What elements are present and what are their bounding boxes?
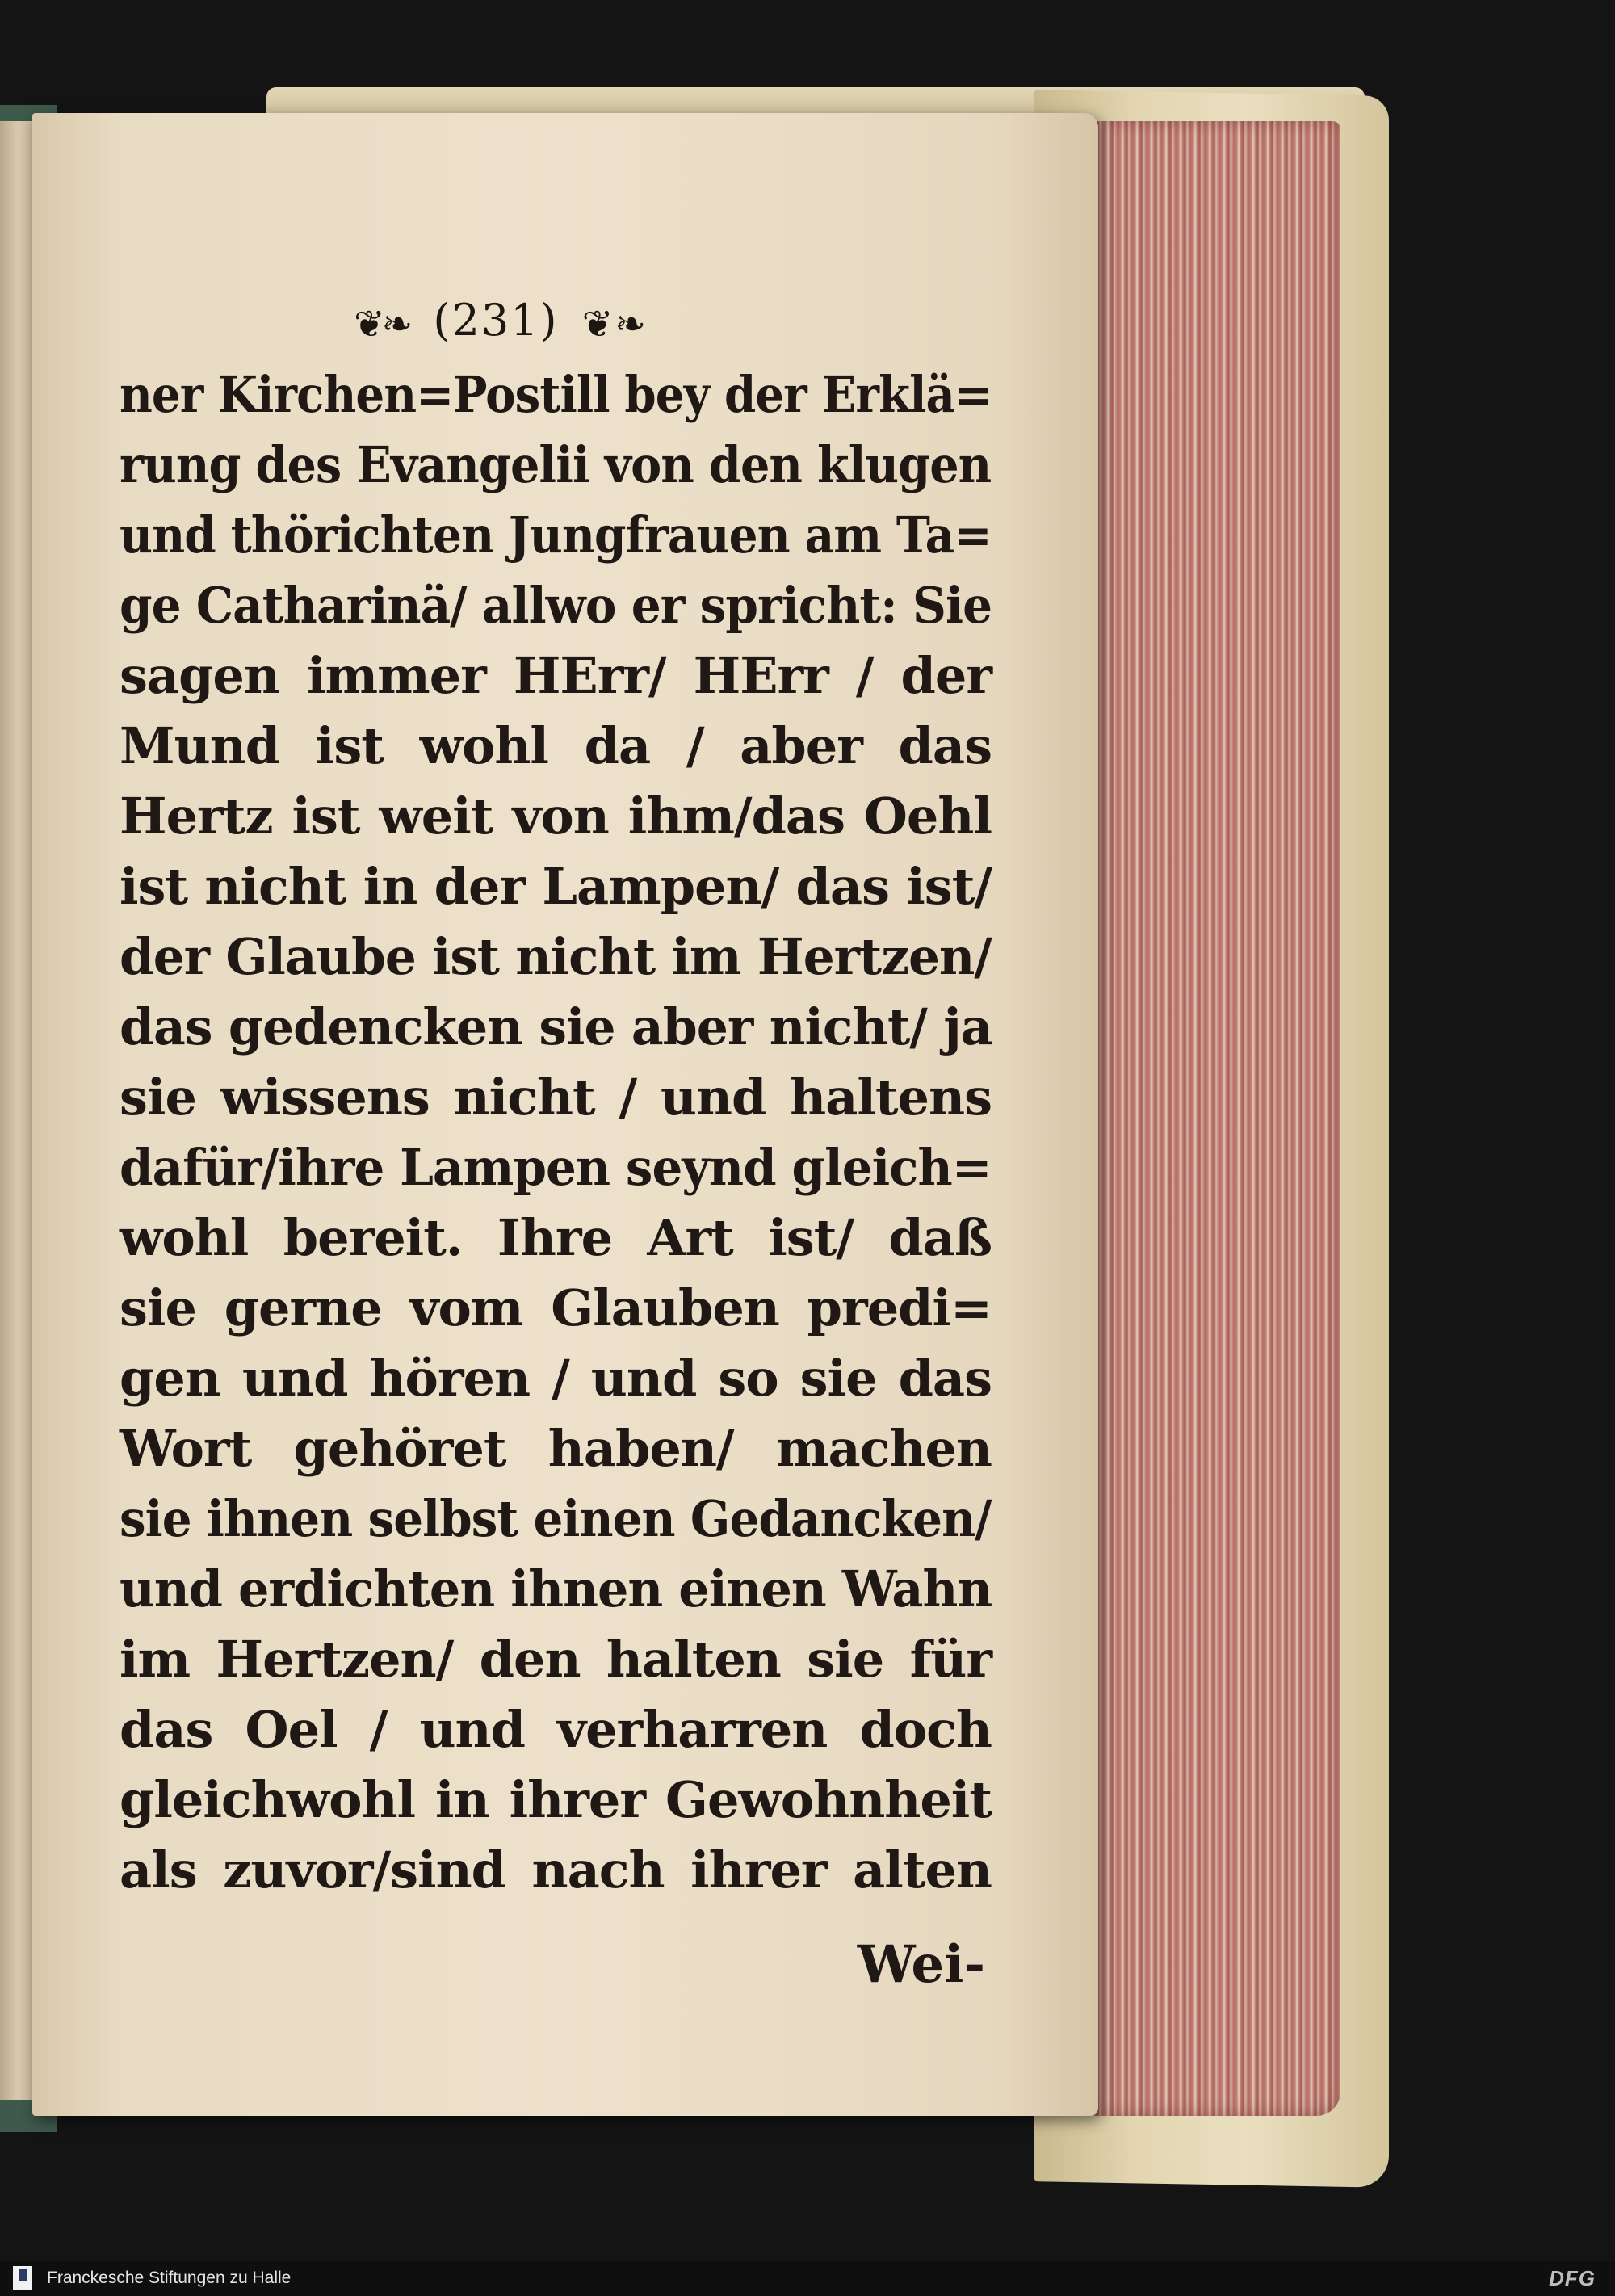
text-line: und erdichten ihnen einen Wahn bbox=[120, 1559, 992, 1618]
text-line: dafür/ihre Lampen seynd gleich= bbox=[120, 1138, 992, 1197]
text-line: im Hertzen/ den halten sie für bbox=[120, 1630, 992, 1689]
text-line: ner Kirchen=Postill bey der Erklä= bbox=[120, 365, 992, 424]
text-line: gleichwohl in ihrer Gewohnheit bbox=[120, 1770, 992, 1829]
text-line: als zuvor/sind nach ihrer alten bbox=[120, 1841, 992, 1899]
text-line: gen und hören / und so sie das bbox=[120, 1349, 992, 1408]
text-line: Wort gehöret haben/ machen bbox=[120, 1419, 992, 1478]
institution-name: Franckesche Stiftungen zu Halle bbox=[47, 2269, 292, 2287]
catchword: Wei- bbox=[857, 1934, 985, 1995]
text-line: sie ihnen selbst einen Gedancken/ bbox=[120, 1489, 992, 1548]
header-ornament-left: ❦❧ bbox=[354, 302, 410, 346]
text-line: wohl bereit. Ihre Art ist/ daß bbox=[120, 1208, 992, 1267]
text-line: sie wissens nicht / und haltens bbox=[120, 1068, 992, 1127]
text-line: sie gerne vom Glauben predi= bbox=[120, 1278, 992, 1337]
body-text bbox=[120, 359, 992, 1905]
text-line: Hertz ist weit von ihm/das Oehl bbox=[120, 787, 992, 846]
book-page bbox=[32, 113, 1098, 2116]
text-line: ge Catharinä/ allwo er spricht: Sie bbox=[120, 576, 992, 635]
header-ornament-right: ❦❧ bbox=[581, 302, 648, 346]
text-line: Mund ist wohl da / aber das bbox=[120, 716, 992, 775]
text-line: sagen immer HErr/ HErr / der bbox=[120, 646, 992, 705]
text-line: und thörichten Jungfrauen am Ta= bbox=[120, 506, 992, 565]
text-line: rung des Evangelii von den klugen bbox=[120, 435, 992, 494]
page-header bbox=[32, 295, 969, 346]
text-line: das Oel / und verharren doch bbox=[120, 1700, 992, 1759]
text-line: ist nicht in der Lampen/ das ist/ bbox=[120, 857, 992, 916]
institution-logo-icon bbox=[13, 2266, 32, 2290]
text-line: das gedencken sie aber nicht/ ja bbox=[120, 997, 992, 1056]
dfg-logo: DFG bbox=[1549, 2266, 1596, 2290]
page-block-edges bbox=[1074, 121, 1340, 2116]
text-line: der Glaube ist nicht im Hertzen/ bbox=[120, 927, 992, 986]
page-number: (231) bbox=[433, 295, 559, 346]
footer-bar bbox=[0, 2261, 1615, 2296]
